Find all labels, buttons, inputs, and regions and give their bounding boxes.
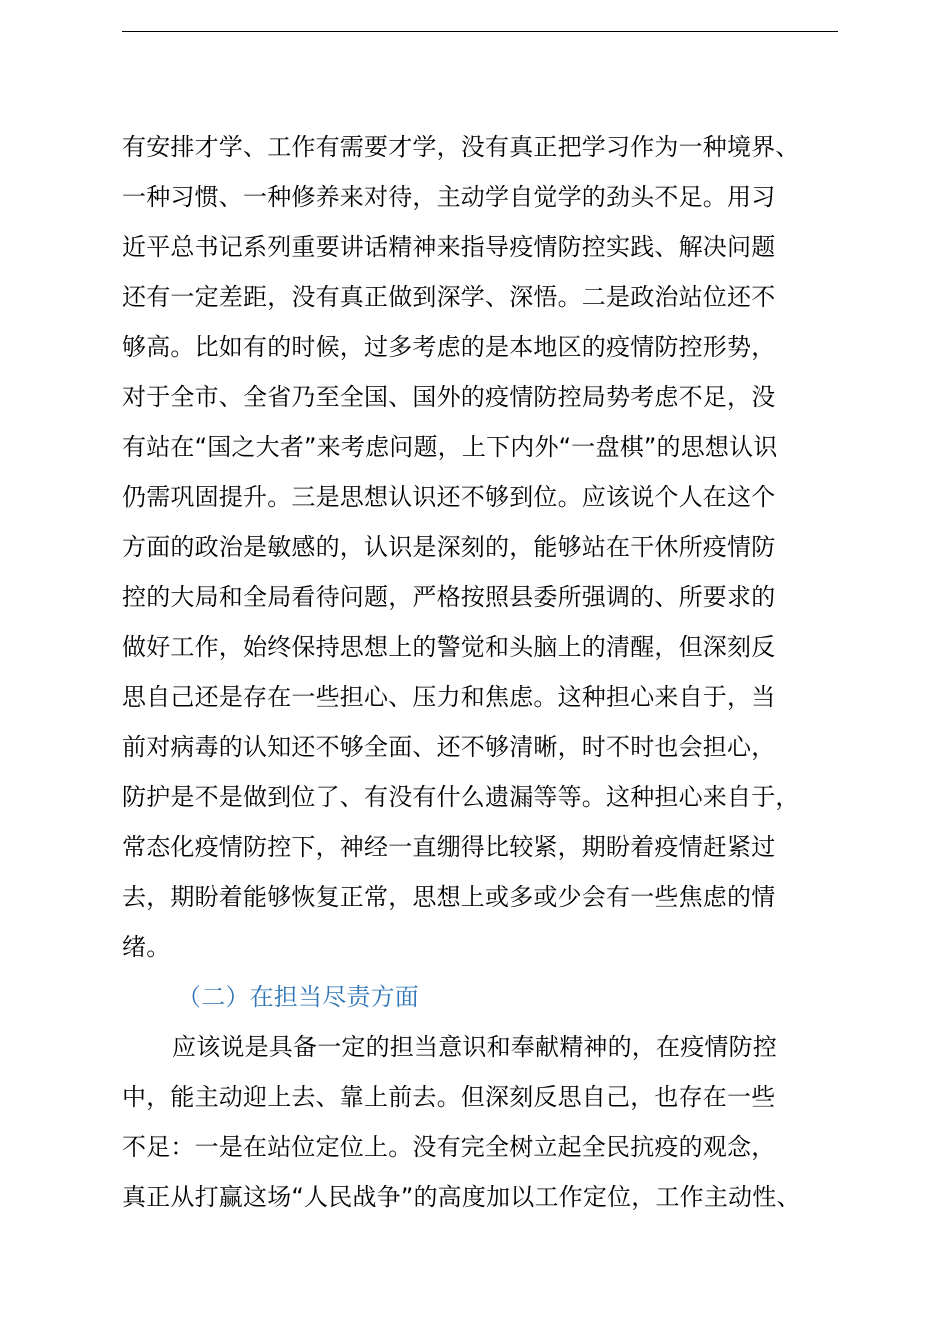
paragraph-1-line: 近平总书记系列重要讲话精神来指导疫情防控实践、解决问题	[122, 233, 776, 261]
paragraph-1-line: 防护是不是做到位了、有没有什么遗漏等等。这种担心来自于，	[122, 783, 800, 811]
paragraph-1-line: 去，期盼着能够恢复正常，思想上或多或少会有一些焦虑的情	[122, 883, 776, 911]
paragraph-1-line: 前对病毒的认知还不够全面、还不够清晰，时不时也会担心，	[122, 733, 776, 761]
paragraph-1-line: 有安排才学、工作有需要才学，没有真正把学习作为一种境界、	[122, 133, 800, 161]
paragraph-1-line: 方面的政治是敏感的，认识是深刻的，能够站在干休所疫情防	[122, 533, 776, 561]
paragraph-1-line: 绪。	[122, 933, 171, 961]
paragraph-1-line: 做好工作，始终保持思想上的警觉和头脑上的清醒，但深刻反	[122, 633, 776, 661]
section-heading: （二）在担当尽责方面	[177, 983, 419, 1011]
paragraph-1-line: 思自己还是存在一些担心、压力和焦虑。这种担心来自于，当	[122, 683, 776, 711]
header-rule	[122, 31, 838, 32]
paragraph-1-line: 一种习惯、一种修养来对待，主动学自觉学的劲头不足。用习	[122, 183, 776, 211]
paragraph-1-line: 对于全市、全省乃至全国、国外的疫情防控局势考虑不足，没	[122, 383, 776, 411]
paragraph-2-line: 中，能主动迎上去、靠上前去。但深刻反思自己，也存在一些	[122, 1083, 776, 1111]
paragraph-1-line: 有站在“国之大者”来考虑问题，上下内外“一盘棋”的思想认识	[122, 433, 778, 461]
paragraph-2-line: 应该说是具备一定的担当意识和奉献精神的，在疫情防控	[172, 1033, 777, 1061]
paragraph-1-line: 还有一定差距，没有真正做到深学、深悟。二是政治站位还不	[122, 283, 776, 311]
paragraph-1-line: 控的大局和全局看待问题，严格按照县委所强调的、所要求的	[122, 583, 776, 611]
paragraph-1-line: 够高。比如有的时候，过多考虑的是本地区的疫情防控形势，	[122, 333, 776, 361]
paragraph-2-line: 不足：一是在站位定位上。没有完全树立起全民抗疫的观念，	[122, 1133, 776, 1161]
paragraph-1-line: 常态化疫情防控下，神经一直绷得比较紧，期盼着疫情赶紧过	[122, 833, 776, 861]
paragraph-2-line: 真正从打赢这场“人民战争”的高度加以工作定位，工作主动性、	[122, 1183, 801, 1211]
paragraph-1-line: 仍需巩固提升。三是思想认识还不够到位。应该说个人在这个	[122, 483, 776, 511]
